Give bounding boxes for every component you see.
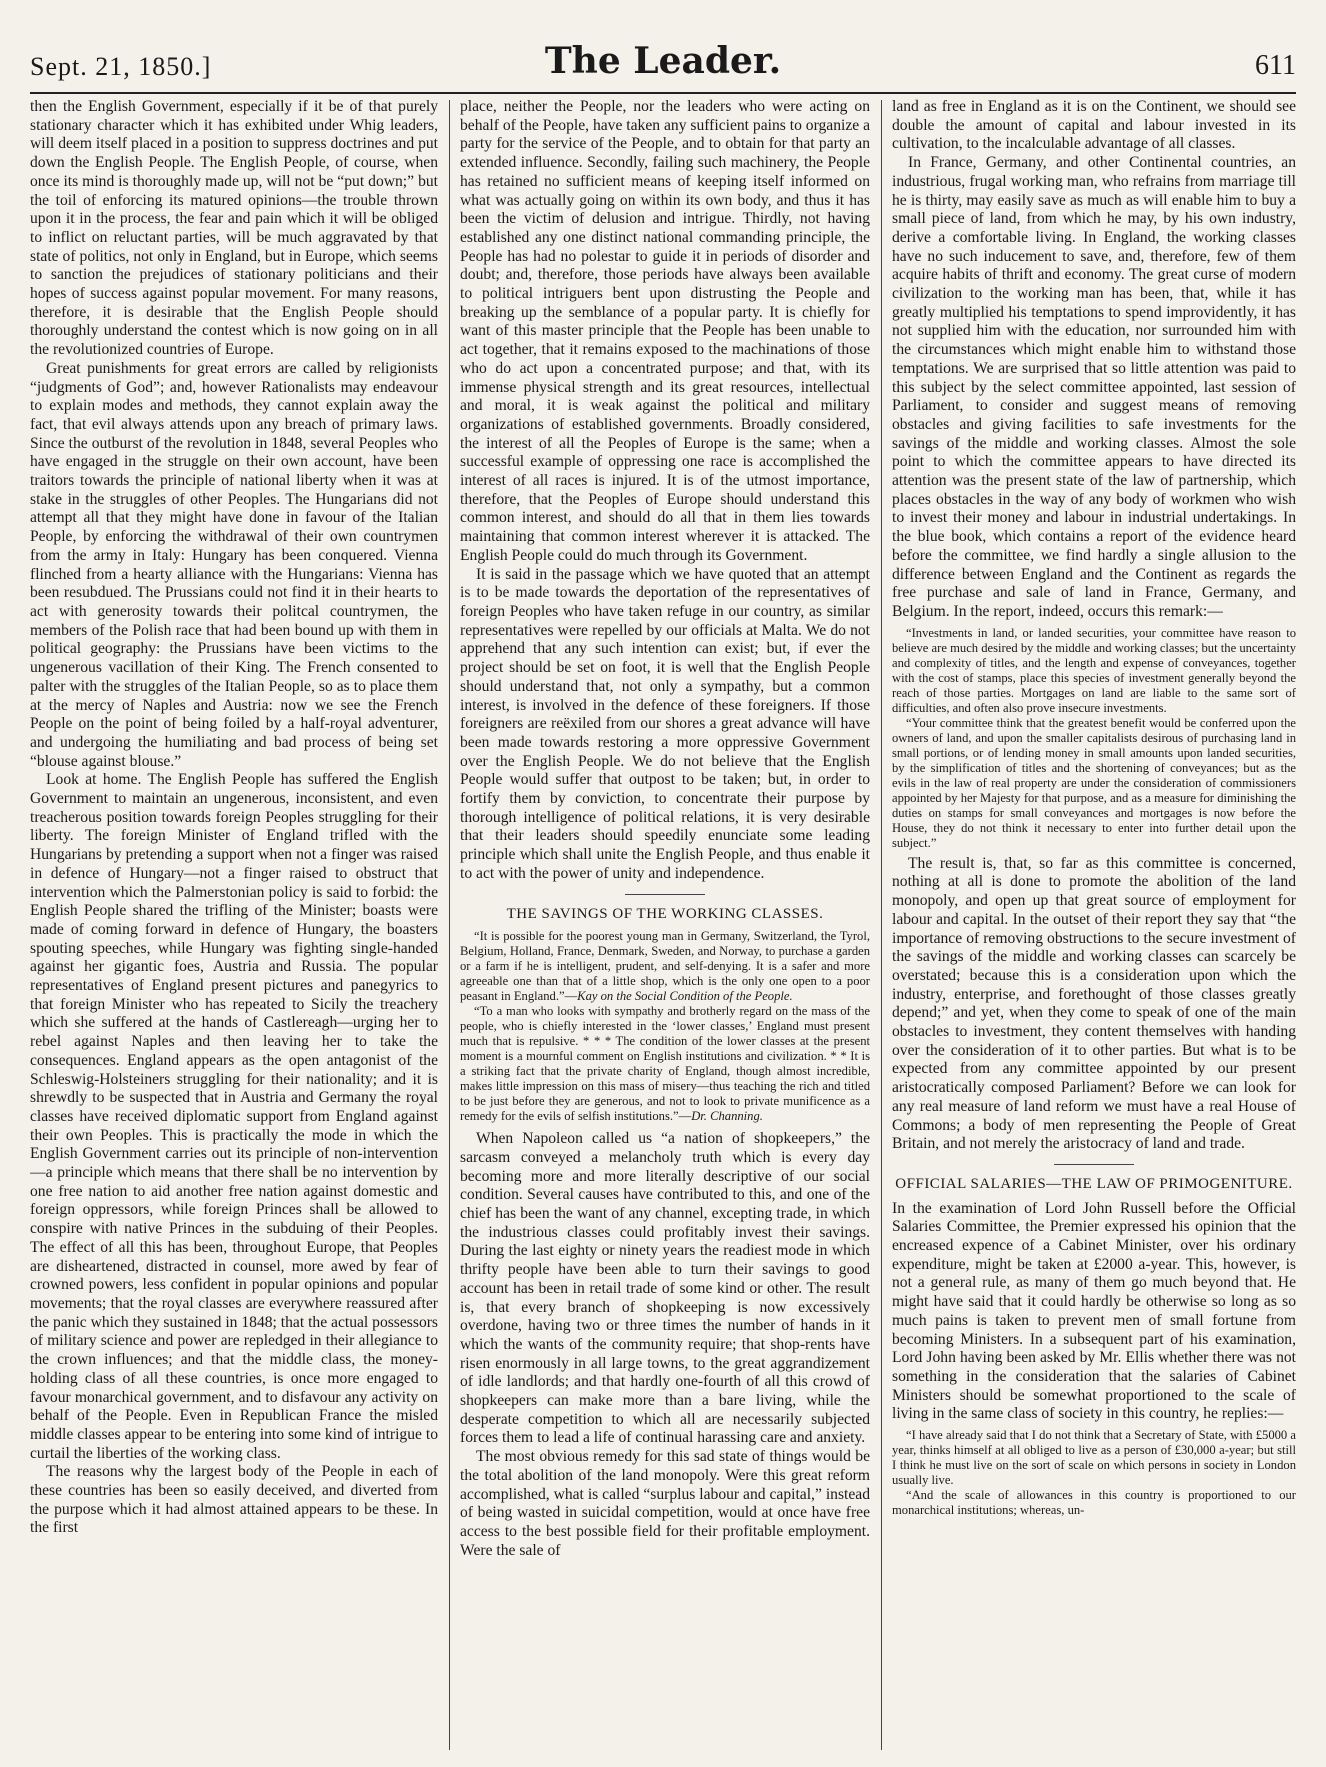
paragraph: In France, Germany, and other Continental countries, an industrious, frugal working man, who refrains from marriage till he is thirty, may easily save as much as will enable him to buy a small piece of land, from which he may, by his own industry, derive a comfortable living. In England, the working classes have no such inducement to save, and, therefore, few of them acquire habits of thrift and economy. The great curse of modern civilization to the working man has been, that, while it has greatly multiplied his temptations to spend improvidently, it has not supplied him with the education, nor surrounded him with the circumstances which might enable him to withstand those temptations. We are surprised that so little attention was paid to this subject by the select committee appointed, last session of Parliament, to consider and suggest means of removing obstacles and giving facilities to safe investments for the savings of the middle and working classes. Almost the sole point to which the committee appears to have directed its attention was the present state of the law of partnership, which places obstacles in the way of any body of workmen who wish to invest their money and labour in industrial undertakings. In the blue book, which contains a report of the evidence heard before the committee, we find hardly a single allusion to the difference between England and the Continent as regards the free purchase and sale of land in France, Germany, and Belgium. In the report, indeed, occurs this remark:— <box>892 154 1296 620</box>
page-number: 611 <box>1255 50 1296 81</box>
masthead-title: The Leader. <box>544 40 782 82</box>
paragraph: It is said in the passage which we have quoted that an attempt is to be made towards the deportation of the representatives of foreign Peoples who have taken refuge in our country, as similar representatives were repelled by our officials at Malta. We do not apprehend that any such intention can exist; but, if ever the project should be set on foot, it is well that the English People should understand that, not only a sympathy, but a common interest, is involved in the defence of these foreigners. If those foreigners are reëxiled from our shores a great advance will have been made towards restoring a more oppressive Government over the English People. We do not believe that the English People would suffer that outpost to be taken; but, in order to fortify them by conviction, to concentrate their purpose by thorough intelligence of political relations, it is very desirable that their leaders should speedily enunciate some leading principle which shall unite the English People, and thus enable it to act with the power of unity and independence. <box>460 565 870 882</box>
report-quote: “Your committee think that the greatest benefit would be conferred upon the owners of land, and upon the smaller capitalists desirous of purchasing land in small portions, or of lending money in small amounts upon landed securities, by the simplification of titles and the shortening of conveyances; but as the evils in the law of real property are under the consideration of commissioners appointed by her Majesty for that purpose, and as a measure for diminishing the duties on stamps for small conveyances and mortgages is now before the House, they do not think it necessary to enter into further detail upon the subject.” <box>892 715 1296 850</box>
quote-text: “It is possible for the poorest young man in Germany, Switzerland, the Tyrol, Belgium, Holland, France, Denmark, Sweden, and Norway, to purchase a garden or a farm if he is intelligent, prudent, and self-denying. It is a safer and more agreeable one than that of a little shop, which is the only one open to a poor peasant in England.”— <box>460 929 870 1004</box>
quote-attribution: Kay on the Social Condition of the People. <box>577 989 793 1004</box>
section-divider <box>625 894 705 895</box>
column-3 <box>892 98 1296 1750</box>
issue-date: Sept. 21, 1850.] <box>30 52 212 81</box>
page-header <box>30 40 1296 94</box>
epigraph-quote <box>460 1004 870 1124</box>
column-2 <box>460 98 870 1750</box>
quote-attribution: Dr. Channing. <box>691 1109 763 1124</box>
paragraph: The reasons why the largest body of the People in each of these countries has been so easily deceived, and diverted from the purpose which it had almost attained appears to be these. In the first <box>30 1463 438 1537</box>
column-divider <box>881 100 882 1750</box>
section-divider <box>1054 1164 1134 1165</box>
paragraph: Great punishments for great errors are called by religionists “judgments of God”; and, however Rationalists may endeavour to explain modes and methods, they cannot explain away the fact, that evil always attends upon any breach of primary laws. Since the outburst of the revolution in 1848, several Peoples who have engaged in the struggle on their own account, have been traitors towards the principle of national liberty when it was at stake in the struggles of other Peoples. The Hungarians did not attempt all that they might have done in favour of the Italian People, by enforcing the withdrawal of their own countrymen from the army in Italy: Hungary has been conquered. Vienna flinched from a hearty alliance with the Hungarians: Vienna has been resubdued. The Prussians could not find it in their hearts to act with generosity towards their politcal countrymen, the members of the Polish race that had been bound up with them in political geography: the Prussians have been victims to the ungenerous vacillation of their King. The French consented to palter with the struggles of the Italian People, so as to place them at the mercy of Naples and Austria: now we see the French People on the point of being foiled by a half-royal adventurer, and undergoing the humiliating and bad process of being set “blouse against blouse.” <box>30 359 438 770</box>
article-columns <box>30 98 1296 1750</box>
section-heading-savings: THE SAVINGS OF THE WORKING CLASSES. <box>506 905 824 922</box>
paragraph: Look at home. The English People has suffered the English Government to maintain an ungenerous, inconsistent, and even treacherous position towards foreign Peoples struggling for their liberty. The foreign Minister of England trifled with the Hungarians by pretending a support when not a finger was raised in defence of Hungary—not a finger raised to obstruct that intervention which the Palmerstonian policy is said to forbid: the English People shared the trifling of the Minister; boasts were made of coming forward in defence of Hungary, the boasters spouting speeches, while Hungary was fighting single-handed against her gigantic foes, Austria and Russia. The popular representatives of England present pictures and panegyrics to that foreign Minister who has repeated to Sicily the treachery which she suffered at the hands of Castlereagh—urging her to rebel against Naples and then leaving her to take the consequences. England appears as the open antagonist of the Schleswig-Holsteiners struggling for their nationality; and it is shrewdly to be suspected that in Austria and Germany the royal classes have received diplomatic support from England against their own Peoples. This is practically the mode in which the English Government carries out its principle of non-intervention—a principle which means that there shall be no intervention by one free nation to aid another free nation against domestic and foreign oppressors, while foreign Princes shall be allowed to conspire with native Princes in the subduing of their Peoples. The effect of all this has been, throughout Europe, that Peoples are disheartened, distracted in counsel, more awed by fear of crowned powers, less confident in popular opinions and popular movements; that the royal classes are everywhere reassured after the panic which they sustained in 1848; that the actual possessors of military science and power are repledged in their allegiance to the crown influences; and that the middle class, the money-holding class of all these countries, is once more engaged to favour monarchical government, and to disfavour any activity on behalf of the People. Even in Republican France the misled middle classes appear to be entering into some kind of intrigue to curtail the liberties of the working class. <box>30 771 438 1462</box>
paragraph: The result is, that, so far as this committee is concerned, nothing at all is done to promote the abolition of the land monopoly, and open up that great source of employment for labour and capital. In the outset of their report they say that “the importance of removing obstructions to the secure investment of the savings of the middle and working classes can scarcely be overstated; because this is a consideration upon which the industry, enterprise, and forethought of those classes greatly depend;” and yet, when they come to speak of one of the main obstacles to investment, they content themselves with handing over the consideration of it to other parties. But what is to be expected from any committee appointed by our present aristocratically composed Parliament? Before we can look for any real measure of land reform we must have a real House of Commons; a body of men representing the People of Great Britain, and not merely the aristocracy of land and trade. <box>892 854 1296 1153</box>
russell-quote: “I have already said that I do not think that a Secretary of State, with £5000 a year, thinks himself at all obliged to live as a person of £30,000 a-year; but still I think he must live on the sort of scale on which persons in society in London usually live. <box>892 1428 1296 1488</box>
paragraph: then the English Government, especially if it be of that purely stationary character which it has exhibited under Whig leaders, will deem itself placed in a position to suppress doctrines and put down the English People. The English People, of course, when once its mind is thoroughly made up, will not be “put down;” but the toil of enforcing its matured opinions—the trouble thrown upon it in the process, the fear and pain which it will be obliged to inflict on reluctant parties, will be much aggravated by that state of politics, not only in England, but in Europe, which seems to sanction the prejudices of stationary politicians and their hopes of success against popular movement. For many reasons, therefore, it is desirable that the English People should thoroughly understand the contest which is now going on in all the revolutionized countries of Europe. <box>30 98 438 359</box>
paragraph: In the examination of Lord John Russell before the Official Salaries Committee, the Premier expressed his opinion that the encreased expence of a Cabinet Minister, over his ordinary expenditure, might be taken at £2000 a-year. This, however, is not a general rule, as many of them go much beyond that. He might have said that it could hardly be otherwise so long as so much pains is taken to prevent men of small fortune from becoming Ministers. In a subsequent part of his examination, Lord John having been asked by Mr. Ellis whether there was not something in the consideration that the salaries of Cabinet Ministers should be somewhat proportioned to the scale of living in the same class of society in this country, he replies:— <box>892 1199 1296 1423</box>
paragraph: The most obvious remedy for this sad state of things would be the total abolition of the land monopoly. Were this great reform accomplished, what is called “surplus labour and capital,” instead of being wasted in suicidal competition, would at once have free access to the best possible field for their profitable employment. Were the sale of <box>460 1448 870 1559</box>
paragraph: place, neither the People, nor the leaders who were acting on behalf of the People, have taken any sufficient pains to organize a party for the service of the People, and to obtain for that party an extended influence. Secondly, failing such machinery, the People has retained no sufficient means of keeping itself informed on what was actually going on within its own body, and thus it has been the victim of delusion and intrigue. Thirdly, not having established any one distinct national commanding principle, the People has had no polestar to guide it in periods of disorder and doubt; and, therefore, those periods have always been available to political intriguers bent upon distrusting the People and breaking up the semblance of a popular party. It is chiefly for want of this master principle that the People has been unable to act together, that it remains exposed to the machinations of those who do act upon a concentrated purpose; and that, with its immense physical strength and its great resources, intellectual and moral, it is weak against the political and military organizations of established governments. Broadly considered, the interest of all the Peoples of Europe is the same; when a successful example of oppressing one race is accomplished the interest of all races is injured. It is of the utmost importance, therefore, that the Peoples of Europe should understand this common interest, and should do all that in them lies towards maintaining that common interest wherever it is attacked. The English People could do much through its Government. <box>460 98 870 564</box>
russell-quote: “And the scale of allowances in this country is proportioned to our monarchical institutions; whereas, un- <box>892 1488 1296 1518</box>
column-divider <box>449 100 450 1750</box>
epigraph-quote <box>460 929 870 1004</box>
paragraph: When Napoleon called us “a nation of shopkeepers,” the sarcasm conveyed a melancholy truth which is every day becoming more and more literally descriptive of our social condition. Several causes have contributed to this, and one of the chief has been the want of any channel, excepting trade, in which the industrious classes could profitably invest their savings. During the last eighty or ninety years the readiest mode in which thrifty people have been able to turn their savings to good account has been in retail trade of some kind or other. The result is, that every branch of shopkeeping is now excessively overdone, having two or three times the number of hands in it which the wants of the community require; that shop-rents have risen enormously in all large towns, to the great aggrandizement of idle landlords; and that hardly one-fourth of all this crowd of shopkeepers can make more than a bare living, while the desperate competition to which all are necessarily subjected forces them to lead a life of continual harassing care and anxiety. <box>460 1130 870 1447</box>
report-quote: “Investments in land, or landed securities, your committee have reason to believe are much desired by the middle and working classes; but the uncertainty and complexity of titles, and the length and expense of conveyances, together with the cost of stamps, place this species of investment generally beyond the reach of those parties. Mortgages on land are liable to the same sort of difficulties, and often also prove insecure investments. <box>892 625 1296 715</box>
paragraph: land as free in England as it is on the Continent, we should see double the amount of capital and labour invested in its cultivation, to the incalculable advantage of all classes. <box>892 98 1296 153</box>
quote-text: “To a man who looks with sympathy and brotherly regard on the mass of the people, who is chiefly interested in the ‘lower classes,’ England must present much that is repulsive. * * * The condition of the lower classes at the present moment is a mournful comment on English institutions and civilization. * * It is a striking fact that the private charity of England, though almost incredible, makes little impression on this mass of misery—thus teaching the rich and titled to be just before they are generous, and not to look to private munificence as a remedy for the evils of selfish institutions.”— <box>460 1004 870 1124</box>
column-1 <box>30 98 438 1750</box>
section-heading-official-salaries: OFFICIAL SALARIES—THE LAW OF PRIMOGENITURE. <box>895 1175 1293 1192</box>
